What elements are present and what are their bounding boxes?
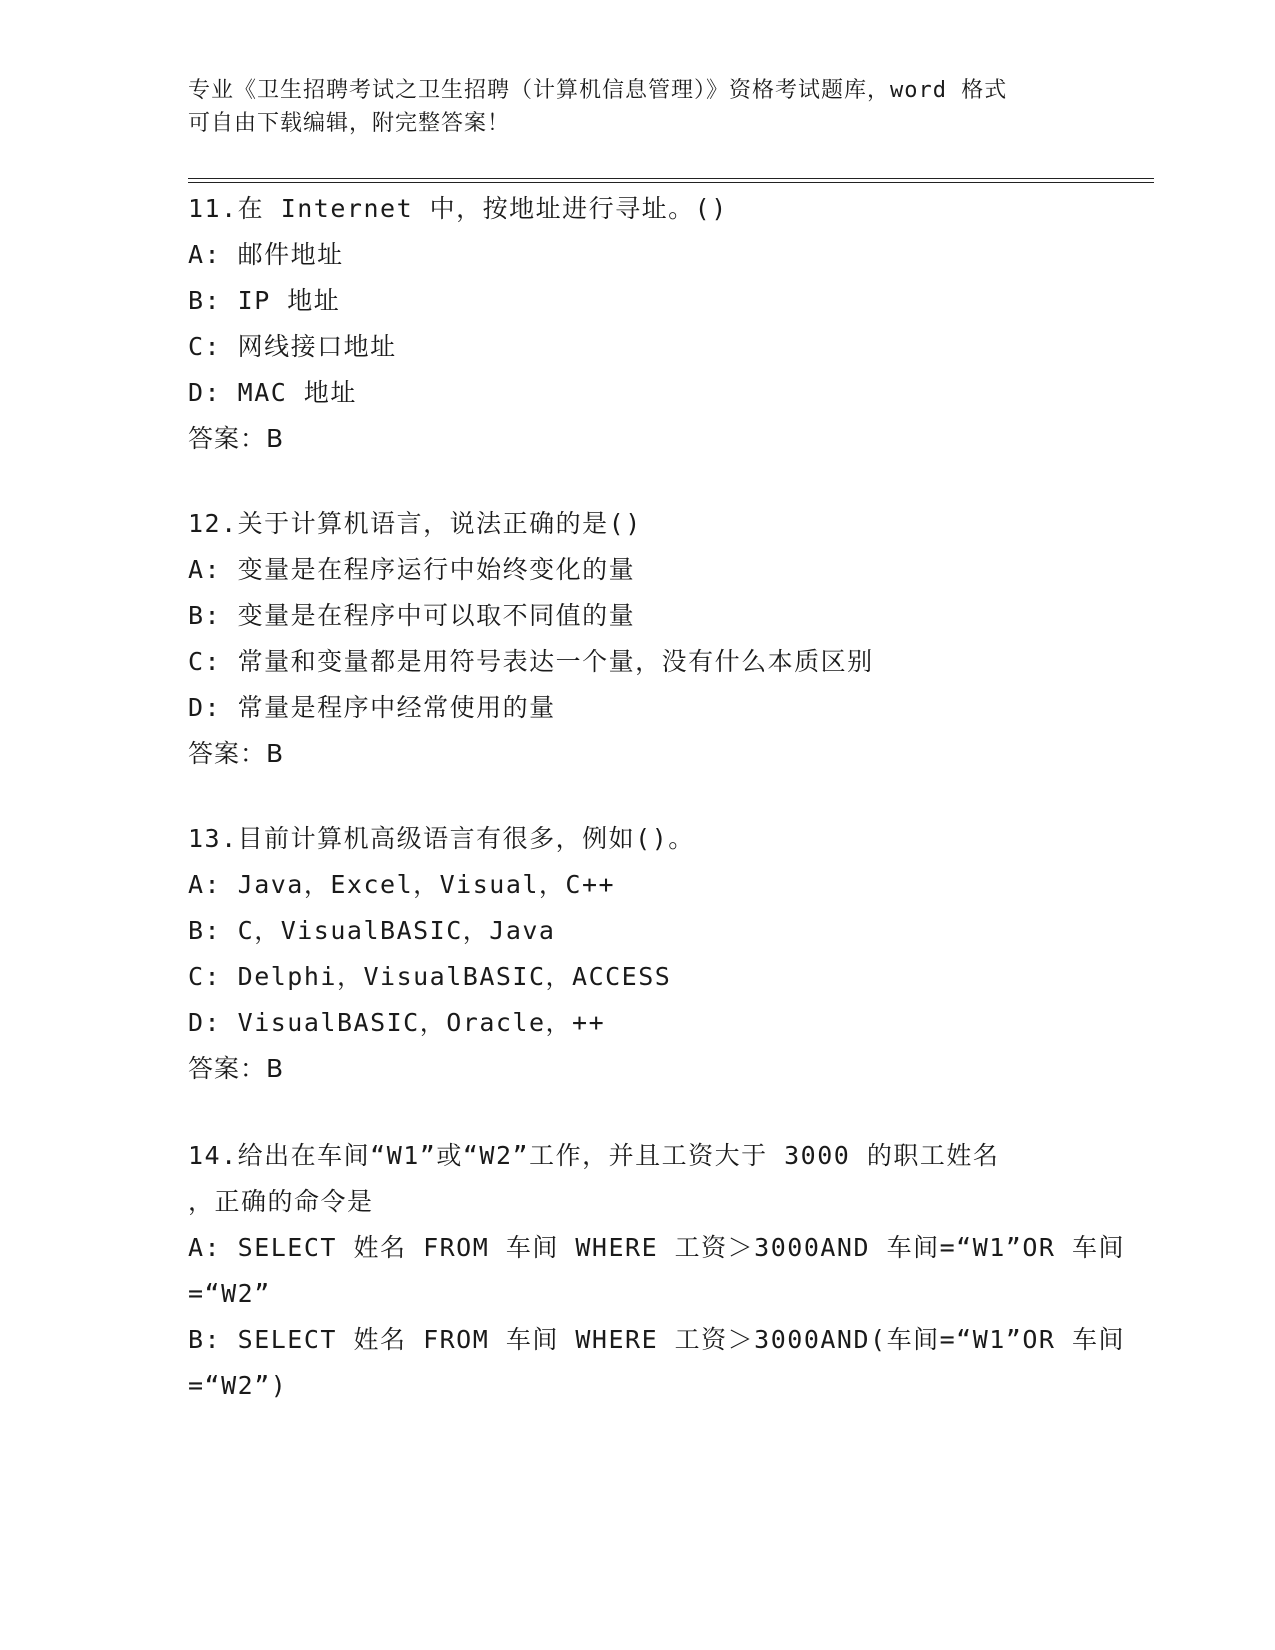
answer: 答案：B — [188, 1054, 285, 1083]
option-c: C: 常量和变量都是用符号表达一个量，没有什么本质区别 — [188, 647, 874, 676]
option-c: C: 网线接口地址 — [188, 332, 397, 361]
question-stem-line-2: ，正确的命令是 — [188, 1187, 374, 1216]
question-12 — [188, 501, 1068, 777]
option-c: C: Delphi，VisualBASIC，ACCESS — [188, 962, 672, 991]
option-b: B: IP 地址 — [188, 286, 341, 315]
option-b: B: 变量是在程序中可以取不同值的量 — [188, 601, 636, 630]
header-divider-bottom — [188, 182, 1154, 183]
option-a: A: 变量是在程序运行中始终变化的量 — [188, 555, 636, 584]
option-b-line-2: =“W2”) — [188, 1371, 288, 1400]
option-a-line-1: A: SELECT 姓名 FROM 车间 WHERE 工资＞3000AND 车间=“W1”OR 车间 — [188, 1233, 1126, 1262]
header-line-1: 专业《卫生招聘考试之卫生招聘（计算机信息管理）》资格考试题库，word 格式 — [188, 78, 1008, 103]
header-divider-top — [188, 178, 1154, 179]
document-header — [188, 74, 1068, 140]
question-stem: 11.在 Internet 中，按地址进行寻址。() — [188, 194, 728, 223]
question-stem: 12.关于计算机语言，说法正确的是() — [188, 509, 642, 538]
option-a: A: 邮件地址 — [188, 240, 344, 269]
header-line-2: 可自由下载编辑，附完整答案！ — [188, 111, 511, 136]
option-a: A: Java，Excel，Visual，C++ — [188, 870, 616, 899]
option-d: D: 常量是程序中经常使用的量 — [188, 693, 556, 722]
option-d: D: VisualBASIC，Oracle，++ — [188, 1008, 606, 1037]
question-stem-line-1: 14.给出在车间“W1”或“W2”工作，并且工资大于 3000 的职工姓名 — [188, 1141, 1000, 1170]
answer: 答案：B — [188, 739, 285, 768]
answer: 答案：B — [188, 424, 285, 453]
question-14 — [188, 1133, 1126, 1409]
question-13 — [188, 816, 1068, 1092]
option-b: B: C，VisualBASIC，Java — [188, 916, 556, 945]
question-11 — [188, 186, 1068, 462]
option-b-line-1: B: SELECT 姓名 FROM 车间 WHERE 工资＞3000AND(车间=“W1”OR 车间 — [188, 1325, 1126, 1354]
question-stem: 13.目前计算机高级语言有很多，例如()。 — [188, 824, 695, 853]
option-a-line-2: =“W2” — [188, 1279, 271, 1308]
option-d: D: MAC 地址 — [188, 378, 357, 407]
